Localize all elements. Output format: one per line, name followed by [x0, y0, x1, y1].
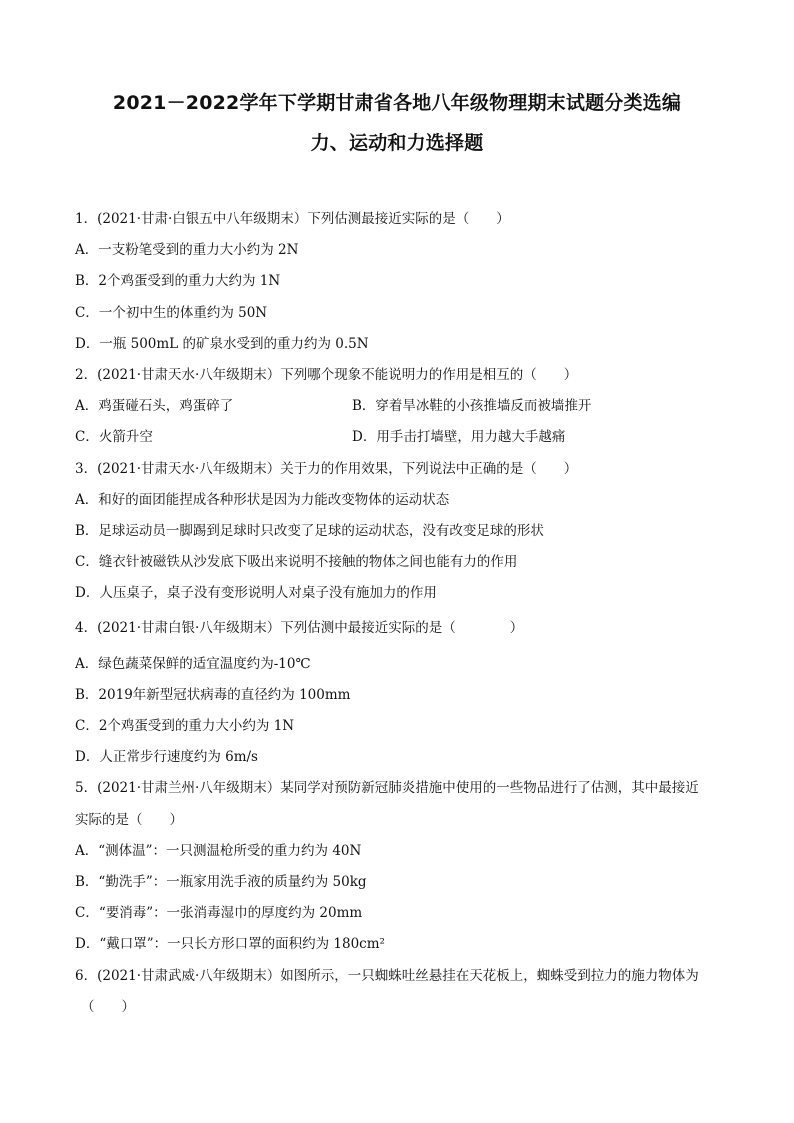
question-list: [75, 204, 725, 1023]
question-2-option-c: C．火箭升空: [75, 429, 153, 446]
question-4-option-a: A．绿色蔬菜保鲜的适宜温度约为-10℃: [75, 655, 311, 672]
question-4-option-d: D．人正常步行速度约为 6m/s: [75, 749, 258, 766]
question-1-option-c: C．一个初中生的体重约为 50N: [75, 304, 268, 321]
question-5-option-d: D．“戴口罩”：一只长方形口罩的面积约为 180cm²: [75, 936, 385, 953]
question-2-option-d: D．用手击打墙壁，用力越大手越痛: [352, 429, 566, 446]
question-5-stem-continued: 实际的是（ ）: [75, 811, 183, 828]
question-5-option-c: C．“要消毒”：一张消毒湿巾的厚度约为 20mm: [75, 905, 363, 922]
question-2-option-a: A．鸡蛋碰石头，鸡蛋碎了: [75, 398, 234, 415]
question-2-options-row-1: [75, 391, 725, 422]
question-2-options-row-2: [75, 422, 725, 453]
question-6-stem-continued: （ ）: [81, 998, 135, 1015]
question-1-option-a: A．一支粉笔受到的重力大小约为 2N: [75, 242, 299, 259]
question-1-option-b: B．2个鸡蛋受到的重力大约为 1N: [75, 273, 281, 290]
question-4-option-b: B．2019年新型冠状病毒的直径约为 100mm: [75, 686, 351, 703]
question-5-option-b: B．“勤洗手”：一瓶家用洗手液的质量约为 50kg: [75, 873, 367, 890]
question-5-stem: 5．(2021·甘肃兰州·八年级期末）某同学对预防新冠肺炎措施中使用的一些物品进行了估测，其中最接近: [75, 780, 699, 797]
question-4-stem: 4．(2021·甘肃白银·八年级期末）下列估测中最接近实际的是（ ）: [75, 620, 524, 637]
question-1-stem: 1．(2021·甘肃·白银五中八年级期末）下列估测最接近实际的是（ ）: [75, 211, 510, 227]
question-3-option-b: B．足球运动员一脚踢到足球时只改变了足球的运动状态，没有改变足球的形状: [75, 522, 544, 539]
question-3-option-d: D．人压桌子，桌子没有变形说明人对桌子没有施加力的作用: [75, 585, 437, 602]
question-2-option-b: B．穿着旱冰鞋的小孩推墙反而被墙推开: [352, 398, 592, 415]
question-5-option-a: A．“测体温”：一只测温枪所受的重力约为 40N: [75, 842, 362, 859]
question-3-option-a: A．和好的面团能捏成各种形状是因为力能改变物体的运动状态: [75, 491, 450, 508]
document-subtitle: 力、运动和力选择题: [310, 132, 484, 154]
question-1-option-d: D．一瓶 500mL 的矿泉水受到的重力约为 0.5N: [75, 335, 369, 352]
question-3-option-c: C．缝衣针被磁铁从沙发底下吸出来说明不接触的物体之间也能有力的作用: [75, 554, 518, 571]
question-3-stem: 3．(2021·甘肃天水·八年级期末）关于力的作用效果，下列说法中正确的是（ ）: [75, 460, 578, 477]
question-2-stem: 2．(2021·甘肃天水·八年级期末）下列哪个现象不能说明力的作用是相互的（ ）: [75, 366, 578, 383]
question-4-option-c: C．2个鸡蛋受到的重力大小约为 1N: [75, 718, 295, 734]
document-title: 2021－2022学年下学期甘肃省各地八年级物理期末试题分类选编: [112, 92, 682, 114]
question-6-stem: 6．(2021·甘肃武威·八年级期末）如图所示，一只蜘蛛吐丝悬挂在天花板上，蜘蛛受到拉力的施力物体为: [75, 967, 699, 984]
